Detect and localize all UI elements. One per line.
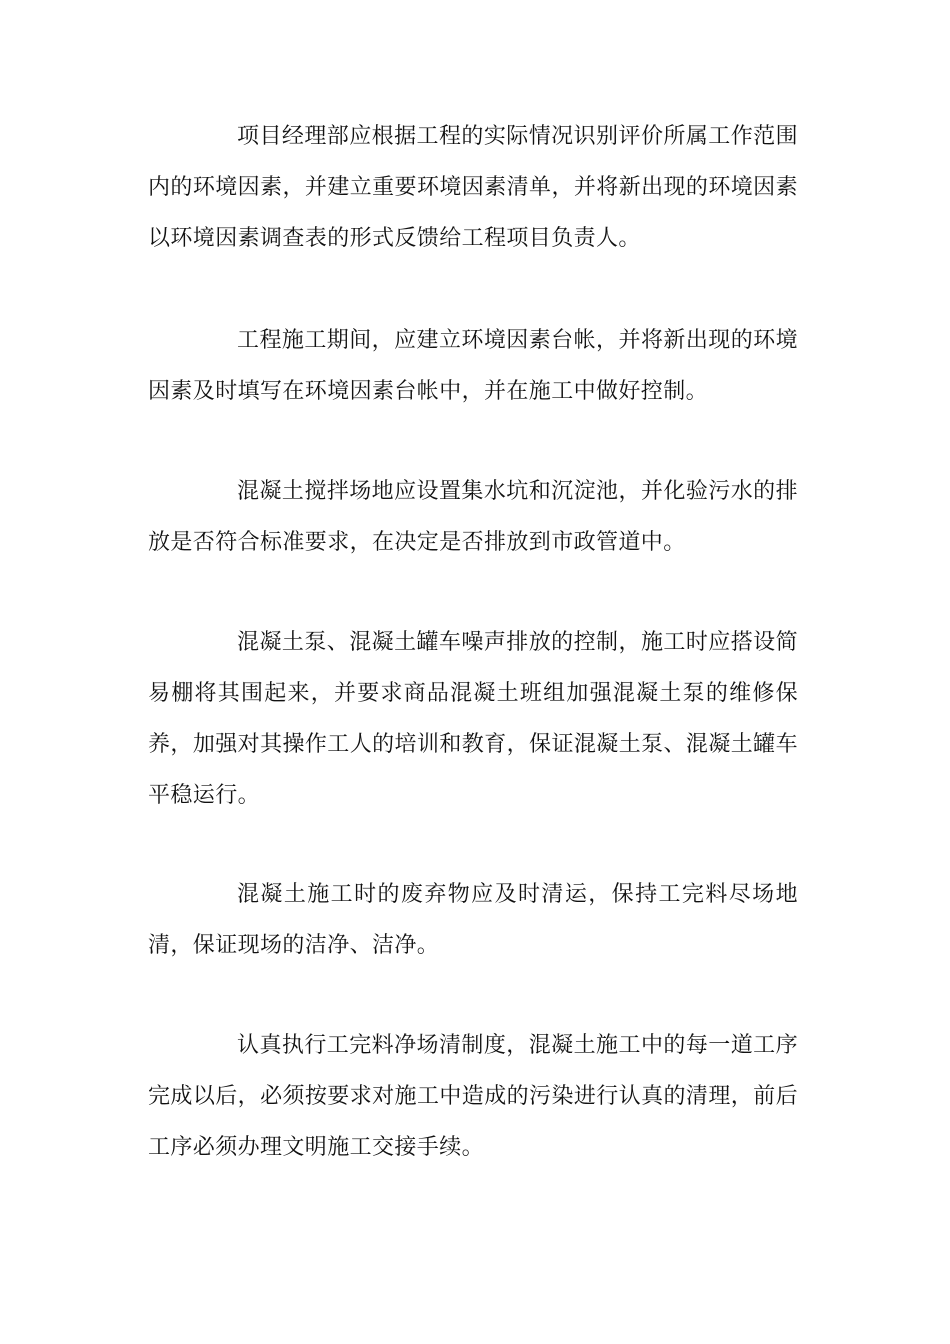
- paragraph-environment-factor-identification: 项目经理部应根据工程的实际情况识别评价所属工作范围内的环境因素，并建立重要环境因素清单，并将新出现的环境因素以环境因素调查表的形式反馈给工程项目负责人。: [148, 124, 798, 251]
- paragraph-mixing-site-sedimentation: 混凝土搅拌场地应设置集水坑和沉淀池，并化验污水的排放是否符合标准要求，在决定是否排放到市政管道中。: [148, 479, 798, 555]
- paragraph-cleanup-system: 认真执行工完料净场清制度，混凝土施工中的每一道工序完成以后，必须按要求对施工中造成的污染进行认真的清理，前后工序必须办理文明施工交接手续。: [148, 1033, 798, 1160]
- paragraph-environment-ledger: 工程施工期间，应建立环境因素台帐，并将新出现的环境因素及时填写在环境因素台帐中，并在施工中做好控制。: [148, 328, 798, 404]
- paragraph-waste-removal: 混凝土施工时的废弃物应及时清运，保持工完料尽场地清，保证现场的洁净、洁净。: [148, 882, 798, 958]
- paragraph-noise-control: 混凝土泵、混凝土罐车噪声排放的控制，施工时应搭设简易棚将其围起来，并要求商品混凝土班组加强混凝土泵的维修保养，加强对其操作工人的培训和教育，保证混凝土泵、混凝土罐车平稳运行。: [148, 630, 798, 808]
